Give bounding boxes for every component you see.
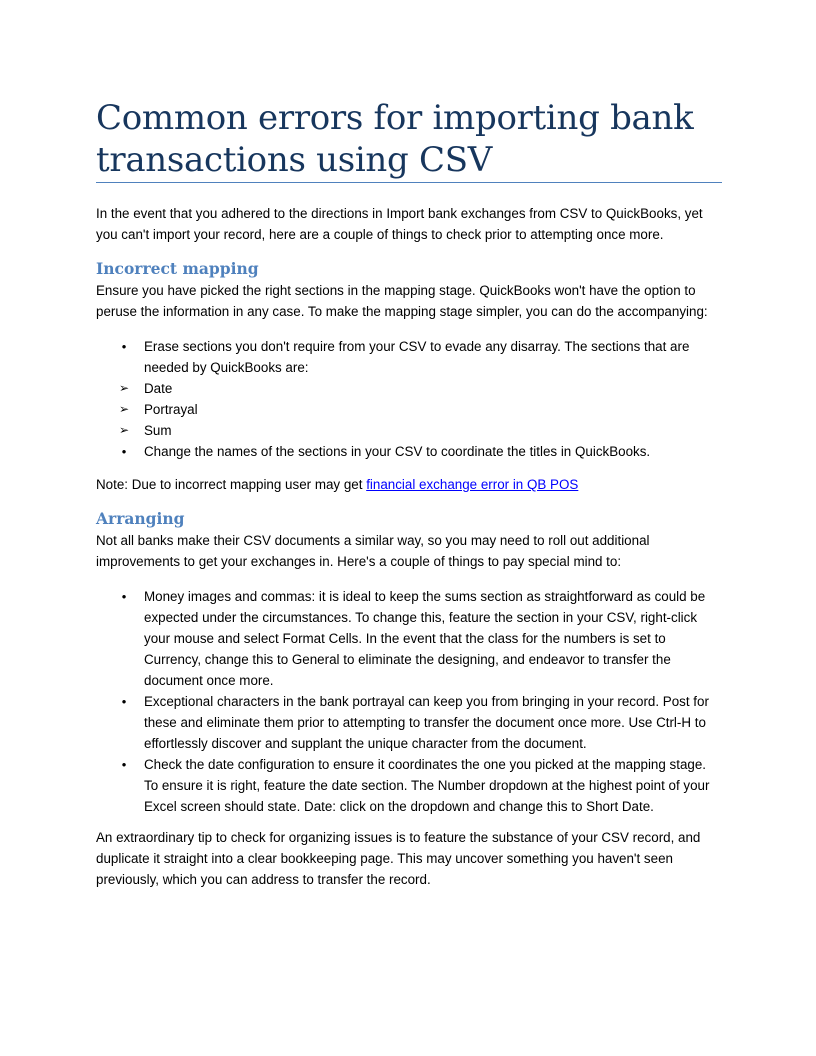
page-title: Common errors for importing bank transactions using CSV — [96, 98, 694, 180]
intro-block — [96, 203, 722, 245]
arrow-bullet-icon: ➢ — [118, 381, 130, 395]
note-block — [96, 474, 722, 495]
list-item — [96, 420, 722, 441]
financial-exchange-error-link[interactable]: financial exchange error in QB POS — [366, 477, 579, 492]
list-item-text: Sum — [144, 423, 172, 438]
bullet-icon: • — [121, 694, 127, 709]
section-heading: Incorrect mapping — [96, 259, 259, 278]
list-item — [96, 586, 722, 691]
section-paragraph: Not all banks make their CSV documents a similar way, so you may need to roll out additional improvements to get your exchanges in. Here's a couple of things to pay special mind to: — [96, 533, 650, 569]
section-arranging — [96, 508, 722, 572]
list-item — [96, 441, 722, 462]
arrow-bullet-icon: ➢ — [118, 423, 130, 437]
list-item-text: Money images and commas: it is ideal to keep the sums section as straightforward as could be expected under the circumstances. To change this, feature the section in your CSV, right-click your mouse and select Format Cells. In the event that the class for the numbers is set to Currency, change this to General to eliminate the designing, and endeavor to transfer the document once more. — [144, 589, 706, 688]
intro-paragraph: In the event that you adhered to the directions in Import bank exchanges from CSV to QuickBooks, yet you can't import your record, here are a couple of things to check prior to attempting once more. — [96, 206, 703, 242]
bullet-icon: • — [121, 757, 127, 772]
arranging-list — [96, 586, 722, 817]
list-item-text: Exceptional characters in the bank portrayal can keep you from bringing in your record. Post for these and eliminate them prior to attempting to transfer the document once more. Use Ctrl-H to effortlessly discover and supplant the unique character from the document. — [144, 694, 709, 751]
closing-block — [96, 827, 722, 890]
bullet-icon: • — [121, 589, 127, 604]
closing-paragraph: An extraordinary tip to check for organizing issues is to feature the substance of your CSV record, and duplicate it straight into a clear bookkeeping page. This may uncover something you haven't seen previously, which you can address to transfer the record. — [96, 830, 701, 887]
list-item — [96, 691, 722, 754]
list-item — [96, 336, 722, 378]
list-item — [96, 378, 722, 399]
section-paragraph: Ensure you have picked the right sections in the mapping stage. QuickBooks won't have the option to peruse the information in any case. To make the mapping stage simpler, you can do the accompanying: — [96, 283, 708, 319]
arrow-bullet-icon: ➢ — [118, 402, 130, 416]
note-paragraph — [96, 474, 722, 495]
list-item — [96, 754, 722, 817]
list-item — [96, 399, 722, 420]
list-item-text: Check the date configuration to ensure it coordinates the one you picked at the mapping stage. To ensure it is right, feature the date section. The Number dropdown at the highest point of your Excel screen should state. Date: click on the dropdown and change this to Short Date. — [144, 757, 710, 814]
section-incorrect-mapping — [96, 258, 722, 322]
mapping-list — [96, 336, 722, 462]
list-item-text: Portrayal — [144, 402, 198, 417]
list-item-text: Change the names of the sections in your CSV to coordinate the titles in QuickBooks. — [144, 444, 651, 459]
bullet-icon: • — [121, 339, 127, 354]
bullet-icon: • — [121, 444, 127, 459]
note-text: Note: Due to incorrect mapping user may get — [96, 477, 367, 492]
section-heading: Arranging — [96, 509, 185, 528]
list-item-text: Erase sections you don't require from your CSV to evade any disarray. The sections that are needed by QuickBooks are: — [144, 339, 690, 375]
list-item-text: Date — [144, 381, 173, 396]
title-underline-rule — [96, 182, 722, 183]
